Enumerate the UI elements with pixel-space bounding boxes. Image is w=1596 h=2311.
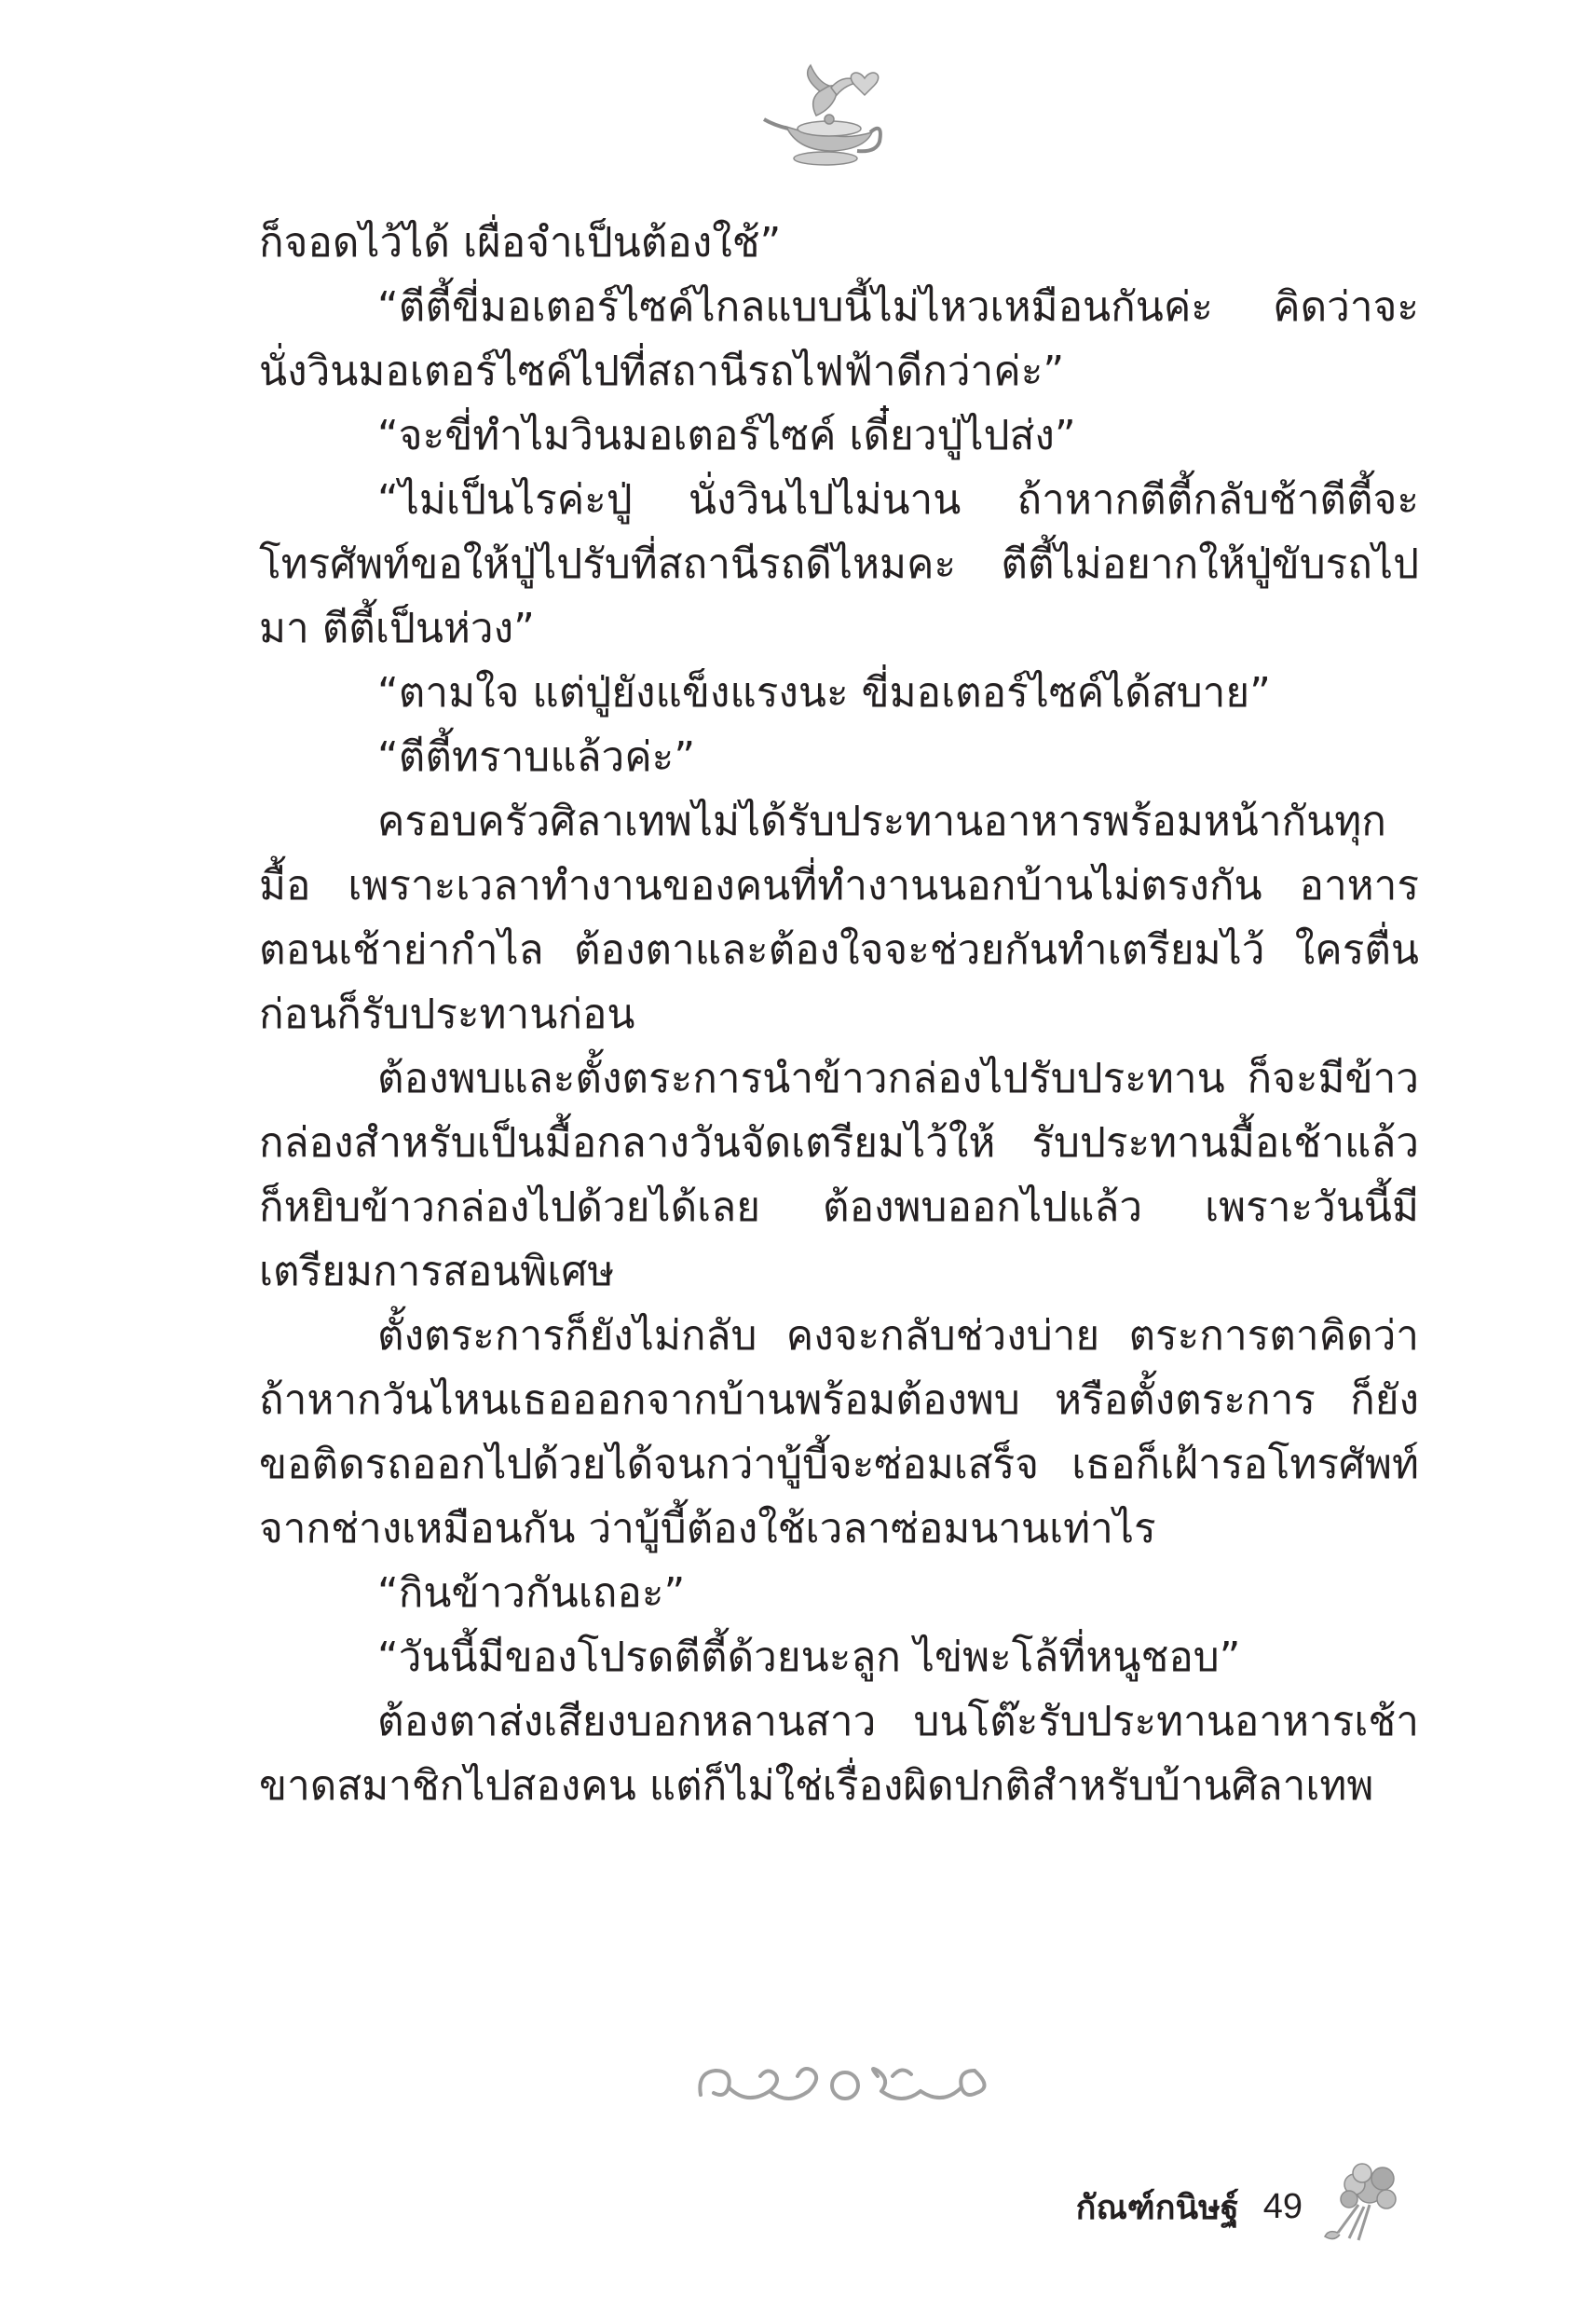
paragraph: “ตามใจ แต่ปู่ยังแข็งแรงนะ ขี่มอเตอร์ไซค์ได้สบาย” [377, 669, 1271, 717]
flower-bouquet-icon [1321, 2153, 1411, 2246]
paragraph: “กินข้าวกันเถอะ” [377, 1569, 686, 1617]
paragraph: ต้องพบและตั้งตระการนำข้าวกล่องไปรับประทาน ก็จะมีข้าวกล่องสำหรับเป็นมื้อกลางวันจัดเตรียมไว้ให้ รับประทานมื้อเช้าแล้วก็หยิบข้าวกล่องไปด้วยได้เลย ต้องพบออกไปแล้ว เพราะวันนี้มีเตรียมการสอนพิเศษ [259, 1055, 1419, 1295]
page-number: 49 [1262, 2186, 1303, 2226]
paragraph: “จะขี่ทำไมวินมอเตอร์ไซค์ เดี๋ยวปู่ไปส่ง” [377, 412, 1076, 459]
paragraph: ต้องตาส่งเสียงบอกหลานสาว บนโต๊ะรับประทานอาหารเช้าขาดสมาชิกไปสองคน แต่ก็ไม่ใช่เรื่องผิดปกติสำหรับบ้านศิลาเทพ [259, 1698, 1419, 1810]
paragraph: “ตีตี้ขี่มอเตอร์ไซค์ไกลแบบนี้ไม่ไหวเหมือนกันค่ะ คิดว่าจะนั่งวินมอเตอร์ไซค์ไปที่สถานีรถไฟฟ้าดีกว่าค่ะ” [259, 283, 1419, 395]
paragraph: “ตีตี้ทราบแล้วค่ะ” [377, 733, 696, 781]
paragraph: ก็จอดไว้ได้ เผื่อจำเป็นต้องใช้” [259, 219, 782, 267]
swirl-divider-icon [691, 2054, 999, 2113]
paragraph: “วันนี้มีของโปรดตีตี้ด้วยนะลูก ไข่พะโล้ที่หนูชอบ” [377, 1634, 1241, 1681]
book-title: กัณฑ์กนิษฐ์ [1075, 2188, 1239, 2227]
body-text [259, 211, 1419, 1818]
paragraph: ครอบครัวศิลาเทพไม่ได้รับประทานอาหารพร้อมหน้ากันทุกมื้อ เพราะเวลาทำงานของคนที่ทำงานนอกบ้านไม่ตรงกัน อาหารตอนเช้าย่ากำไล ต้องตาและต้องใจจะช่วยกันทำเตรียมไว้ ใครตื่นก่อนก็รับประทานก่อน [259, 798, 1419, 1038]
paragraph: ตั้งตระการก็ยังไม่กลับ คงจะกลับช่วงบ่าย ตระการตาคิดว่าถ้าหากวันไหนเธอออกจากบ้านพร้อมต้องพบ หรือตั้งตระการ ก็ยังขอติดรถออกไปด้วยได้จนกว่าบู้บี้จะซ่อมเสร็จ เธอก็เฝ้ารอโทรศัพท์จากช่างเหมือนกัน ว่าบู้บี้ต้องใช้เวลาซ่อมนานเท่าไร [259, 1312, 1419, 1552]
genie-lamp-icon [760, 54, 900, 175]
paragraph: “ไม่เป็นไรค่ะปู่ นั่งวินไปไม่นาน ถ้าหากตีตี้กลับช้าตีตี้จะโทรศัพท์ขอให้ปู่ไปรับที่สถานีรถดีไหมคะ ตีตี้ไม่อยากให้ปู่ขับรถไปมา ตีตี้เป็นห่วง” [259, 476, 1419, 652]
